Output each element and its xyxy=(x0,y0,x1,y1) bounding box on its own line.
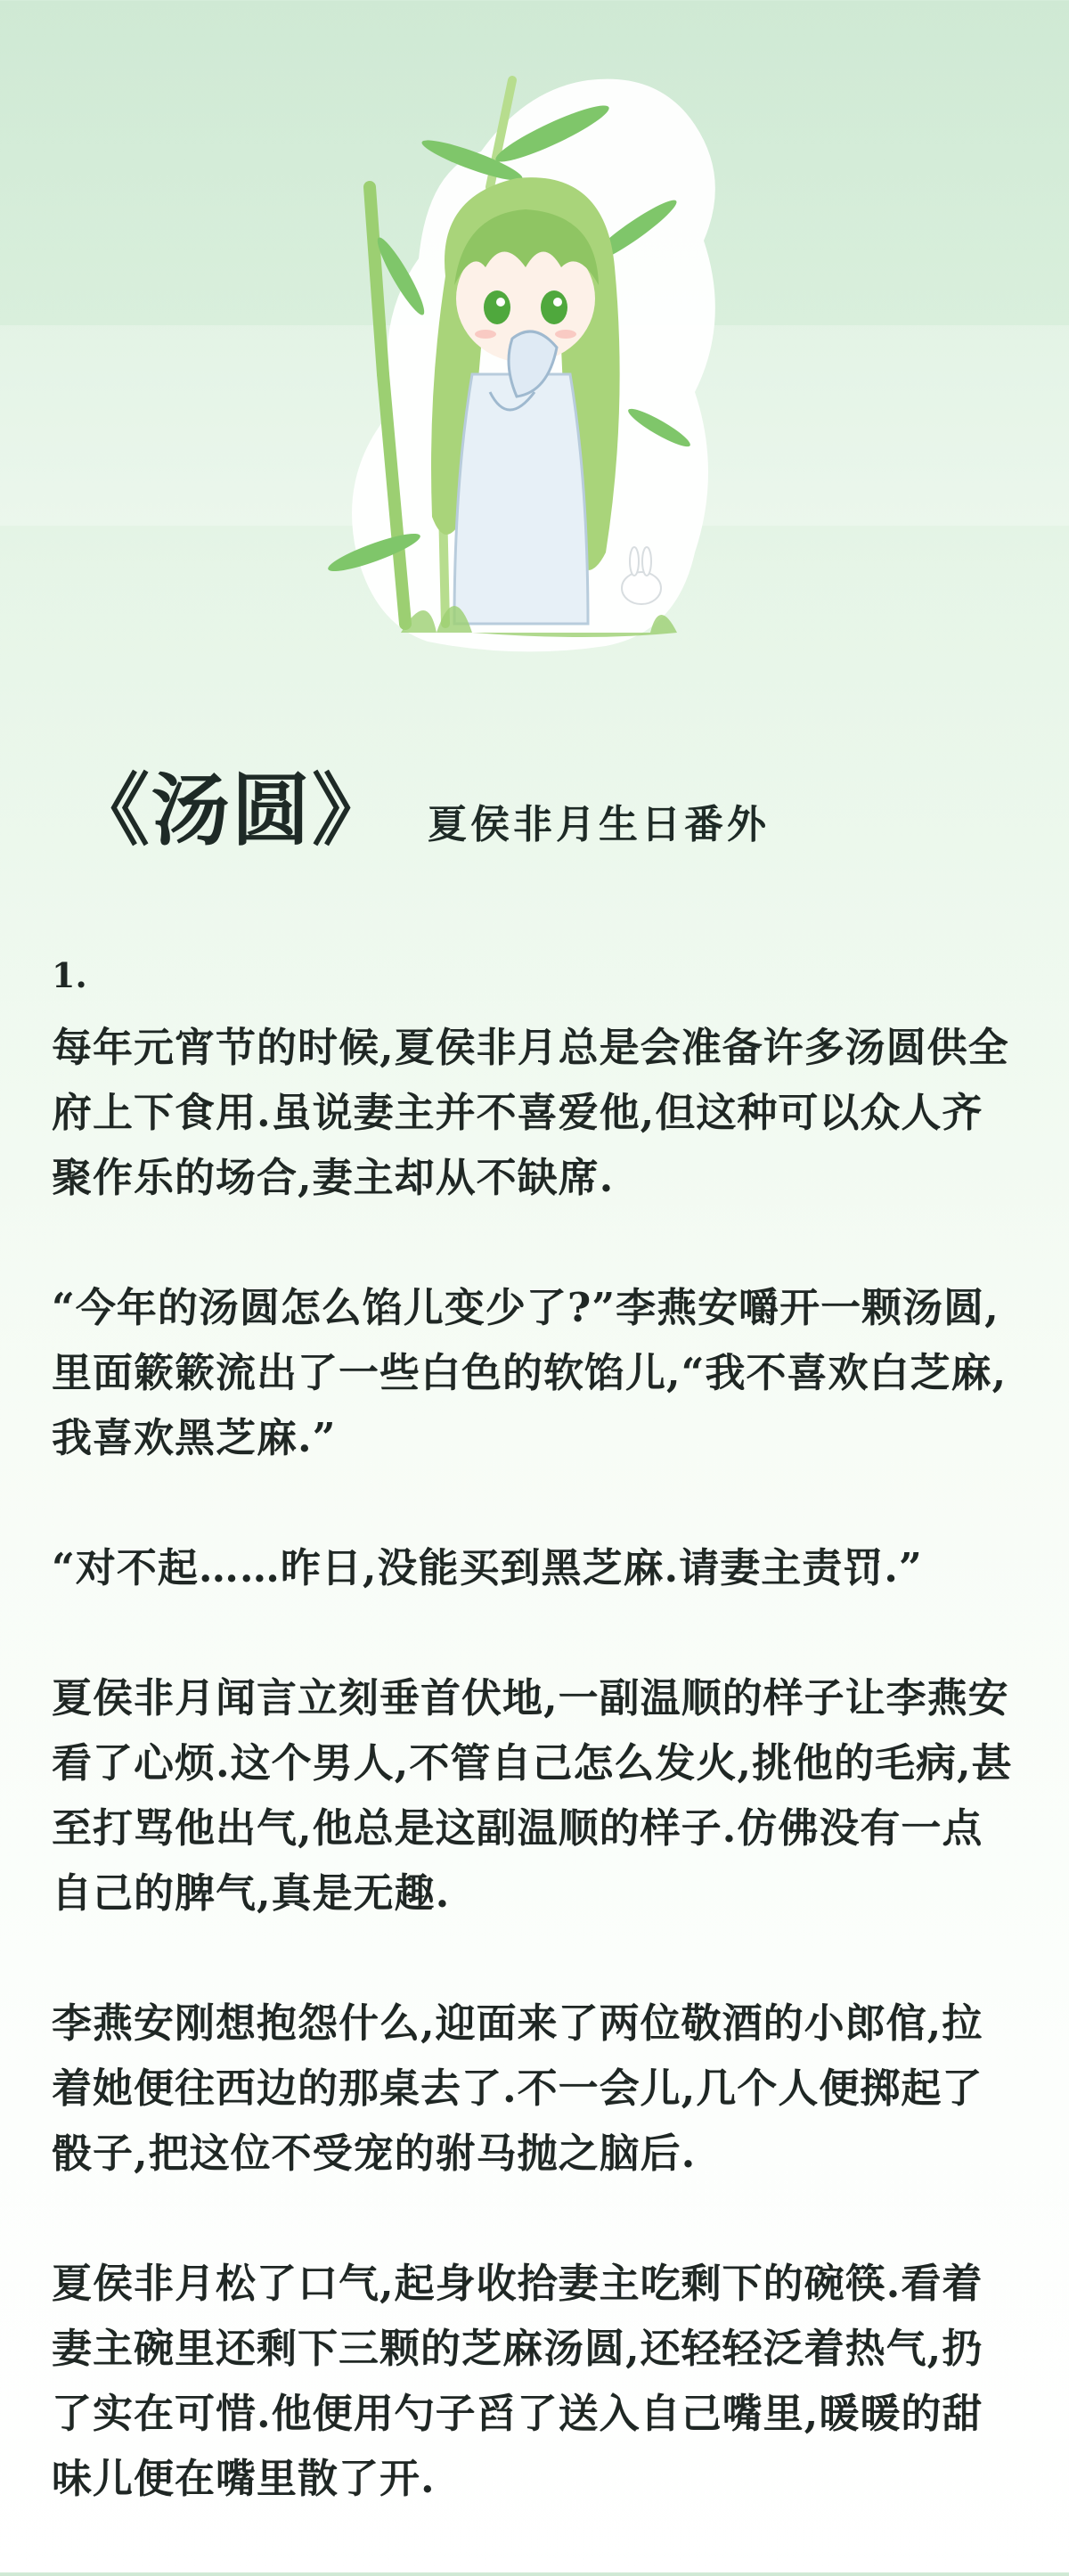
paragraph-6: 夏侯非月松了口气,起身收拾妻主吃剩下的碗筷.看着妻主碗里还剩下三颗的芝麻汤圆,还轻轻泛着热气,扔了实在可惜.他便用勺子舀了送入自己嘴里,暖暖的甜味儿便在嘴里散了开. xyxy=(52,2260,983,2502)
chibi-girl-bamboo-illustration xyxy=(321,53,730,668)
chapter-number: 1. xyxy=(52,955,87,995)
paragraph-5: 李燕安刚想抱怨什么,迎面来了两位敬酒的小郎倌,拉着她便往西边的那桌去了.不一会儿,几个人便掷起了骰子,把这位不受宠的驸马抛之脑后. xyxy=(52,1999,983,2177)
page-title: 《汤圆》 xyxy=(71,764,393,856)
paragraph-2: “今年的汤圆怎么馅儿变少了?”李燕安嚼开一颗汤圆,里面簌簌流出了一些白色的软馅儿,“我不喜欢白芝麻,我喜欢黑芝麻.” xyxy=(52,1284,1008,1461)
paragraph-4: 夏侯非月闻言立刻垂首伏地,一副温顺的样子让李燕安看了心烦.这个男人,不管自己怎么发火,挑他的毛病,甚至打骂他出气,他总是这副温顺的样子.仿佛没有一点自己的脾气,真是无趣. xyxy=(52,1674,1013,1917)
page-subtitle: 夏侯非月生日番外 xyxy=(428,802,771,847)
paragraph-3: “对不起……昨日,没能买到黑芝麻.请妻主责罚.” xyxy=(52,1544,923,1591)
article-body xyxy=(52,949,1023,2576)
title-row xyxy=(71,748,1016,856)
paragraph-1: 每年元宵节的时候,夏侯非月总是会准备许多汤圆供全府上下食用.虽说妻主并不喜爱他,但这种可以众人齐聚作乐的场合,妻主却从不缺席. xyxy=(52,1024,1009,1201)
